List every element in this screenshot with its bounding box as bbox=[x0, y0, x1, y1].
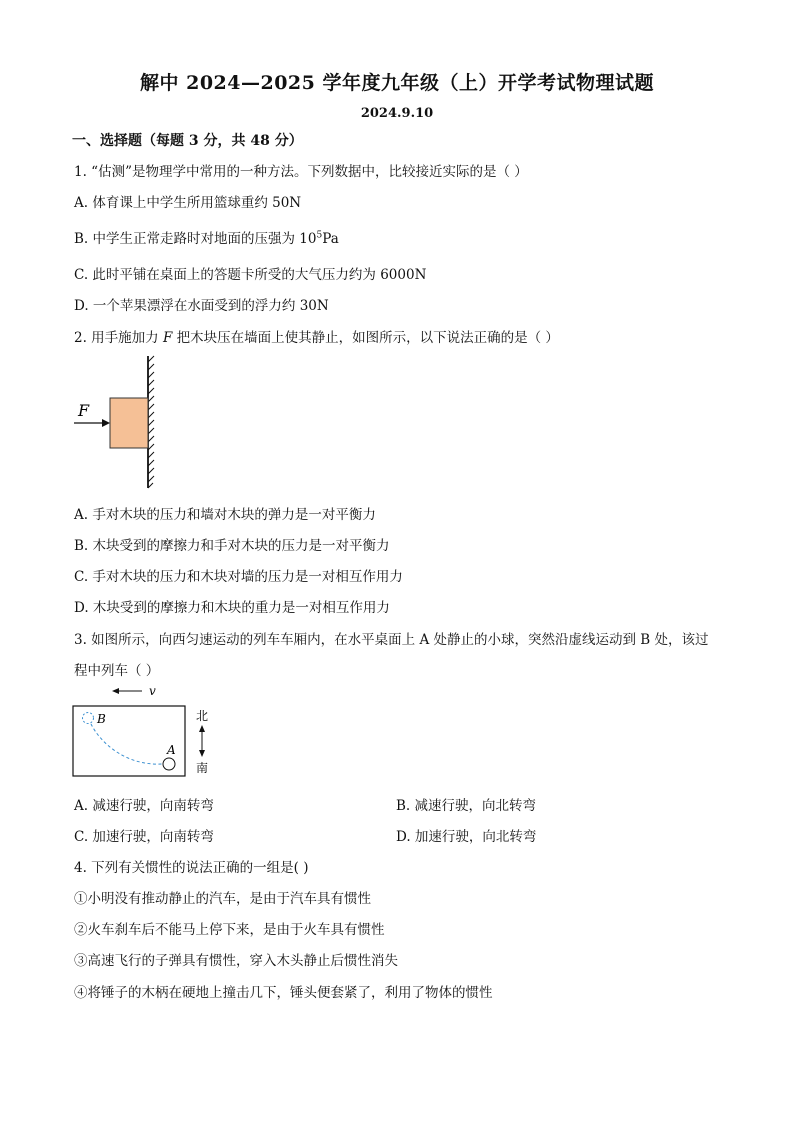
q2-option-d: D. 木块受到的摩擦力和木块的重力是一对相互作用力 bbox=[74, 600, 390, 616]
q2-option-c: C. 手对木块的压力和木块对墙的压力是一对相互作用力 bbox=[74, 569, 403, 585]
ball-b bbox=[83, 713, 94, 724]
q2-stem: 2. 用手施加力 F 把木块压在墙面上使其静止，如图所示，以下说法正确的是（ ） bbox=[74, 330, 559, 346]
exam-date: 2024.9.10 bbox=[360, 106, 434, 121]
q4-statement-3: ③高速飞行的子弹具有惯性，穿入木头静止后惯性消失 bbox=[74, 953, 398, 969]
q3-option-b: B. 减速行驶，向北转弯 bbox=[396, 798, 537, 814]
wood-block bbox=[110, 398, 148, 448]
velocity-label: v bbox=[149, 684, 156, 698]
q3-option-a: A. 减速行驶，向南转弯 bbox=[74, 798, 214, 814]
q3-stem-line1: 3. 如图所示，向西匀速运动的列车车厢内，在水平桌面上 A 处静止的小球，突然沿虚线运动到 B 处，该过 bbox=[74, 632, 709, 648]
q1-option-c: C. 此时平铺在桌面上的答题卡所受的大气压力约为 6000N bbox=[74, 267, 427, 283]
force-arrowhead bbox=[102, 419, 110, 427]
q1-option-a: A. 体育课上中学生所用篮球重约 50N bbox=[74, 195, 302, 211]
label-south: 南 bbox=[196, 761, 209, 775]
q2-option-b: B. 木块受到的摩擦力和手对木块的压力是一对平衡力 bbox=[74, 538, 390, 554]
dashed-path bbox=[91, 724, 162, 764]
q1-option-b: B. 中学生正常走路时对地面的压强为 $10^5Pa$ bbox=[74, 230, 339, 247]
carriage-box bbox=[73, 706, 185, 776]
q2-option-a: A. 手对木块的压力和墙对木块的弹力是一对平衡力 bbox=[74, 507, 376, 523]
q1-option-d: D. 一个苹果漂浮在水面受到的浮力约 30N bbox=[74, 298, 329, 314]
label-north: 北 bbox=[196, 709, 209, 723]
q3-option-d: D. 加速行驶，向北转弯 bbox=[396, 829, 537, 845]
section-heading: 一、选择题（每题 3 分，共 48 分） bbox=[72, 133, 303, 149]
label-a: A bbox=[167, 743, 176, 757]
q3-stem-line2: 程中列车（ ） bbox=[74, 663, 160, 679]
force-label: F bbox=[78, 401, 90, 420]
velocity-arrowhead bbox=[112, 688, 119, 694]
q4-stem: 4. 下列有关惯性的说法正确的一组是( ) bbox=[74, 860, 309, 876]
q3-figure bbox=[70, 682, 220, 782]
north-arrowhead bbox=[199, 725, 205, 732]
q4-statement-2: ②火车刹车后不能马上停下来，是由于火车具有惯性 bbox=[74, 922, 385, 938]
q2-figure bbox=[70, 352, 160, 492]
q4-statement-4: ④将锤子的木柄在硬地上撞击几下，锤头便套紧了，利用了物体的惯性 bbox=[74, 985, 493, 1001]
exam-title: 解中 2024—2025 学年度九年级（上）开学考试物理试题 bbox=[140, 72, 654, 94]
south-arrowhead bbox=[199, 750, 205, 757]
ball-a bbox=[163, 758, 175, 770]
q3-option-c: C. 加速行驶，向南转弯 bbox=[74, 829, 214, 845]
q4-statement-1: ①小明没有推动静止的汽车，是由于汽车具有惯性 bbox=[74, 891, 371, 907]
q1-stem: 1. “估测”是物理学中常用的一种方法。下列数据中，比较接近实际的是（ ） bbox=[74, 164, 528, 180]
label-b: B bbox=[97, 712, 106, 726]
